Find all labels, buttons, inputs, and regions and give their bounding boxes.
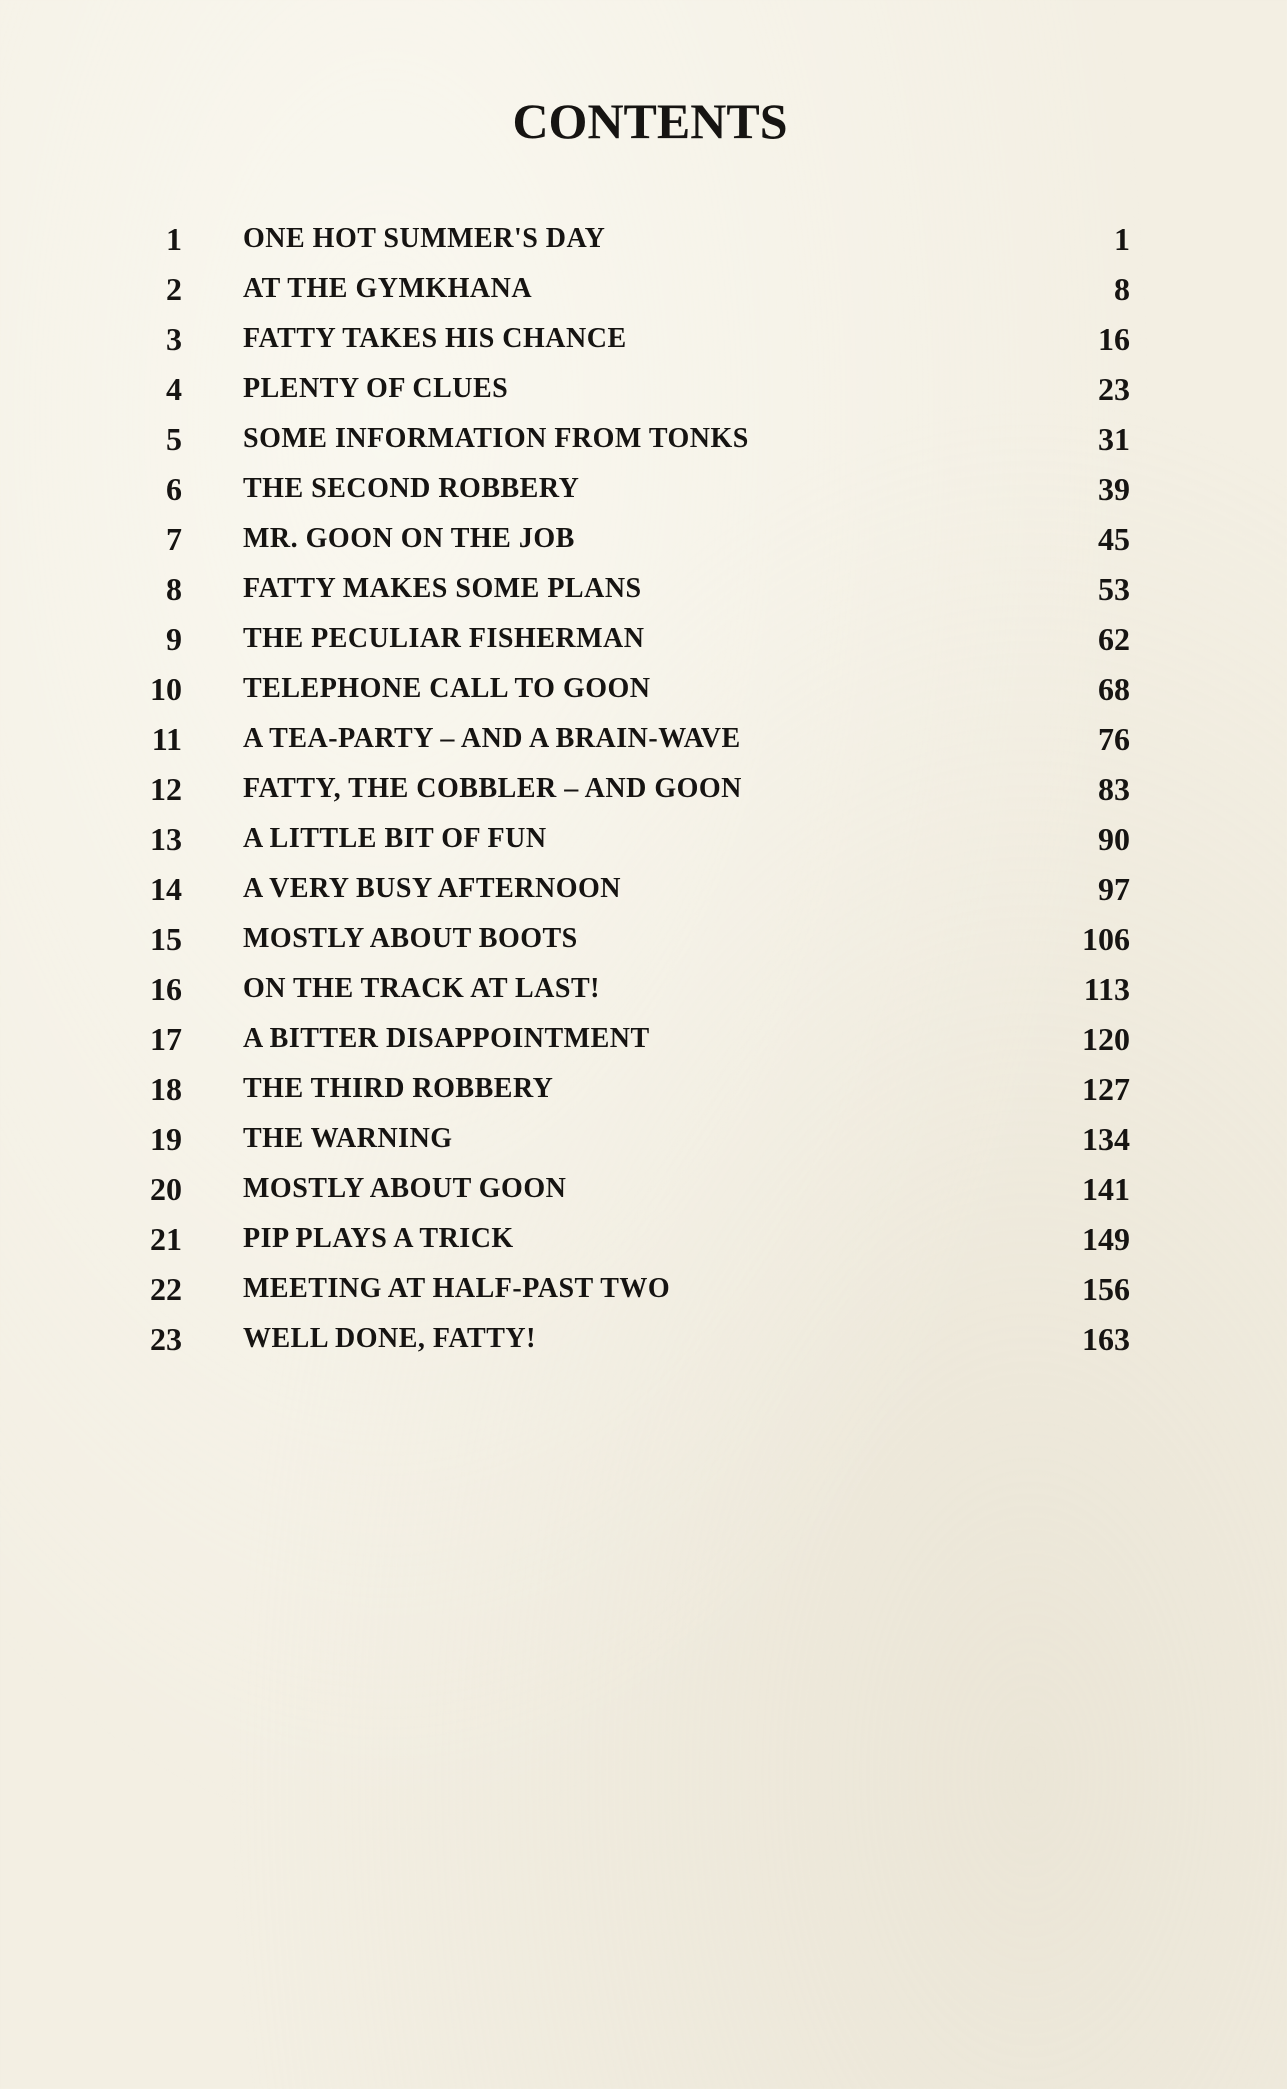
chapter-number: 19 [150,1121,182,1157]
toc-entry [130,914,1130,964]
chapter-title: FATTY TAKES HIS CHANCE [243,323,627,354]
page-number: 8 [1114,271,1130,307]
page-number: 31 [1098,421,1130,457]
chapter-number: 20 [150,1171,182,1207]
chapter-number: 4 [166,371,182,407]
chapter-number: 10 [150,671,182,707]
chapter-title: THE PECULIAR FISHERMAN [243,623,645,654]
toc-entry [130,414,1130,464]
page-number: 62 [1098,621,1130,657]
chapter-title: THE WARNING [243,1123,453,1154]
page-number: 127 [1082,1071,1130,1107]
page-number: 23 [1098,371,1130,407]
chapter-title: THE THIRD ROBBERY [243,1073,554,1104]
chapter-number: 11 [151,721,182,757]
toc-entry [130,614,1130,664]
page-title: CONTENTS [512,93,788,149]
toc-entry [130,1064,1130,1114]
chapter-title: MEETING AT HALF-PAST TWO [243,1273,671,1304]
chapter-number: 12 [150,771,182,807]
chapter-number: 18 [150,1071,182,1107]
page-number: 83 [1098,771,1130,807]
chapter-title: AT THE GYMKHANA [243,273,533,304]
chapter-number: 14 [150,871,182,907]
chapter-title: ONE HOT SUMMER'S DAY [243,223,606,254]
chapter-number: 3 [166,321,182,357]
page-number: 45 [1098,521,1130,557]
chapter-number: 15 [150,921,182,957]
toc-entry [130,664,1130,714]
toc-entry [130,964,1130,1014]
page-number: 1 [1114,221,1130,257]
toc-entry [130,1314,1130,1364]
chapter-title: THE SECOND ROBBERY [243,473,580,504]
page-number: 120 [1082,1021,1130,1057]
chapter-title: FATTY MAKES SOME PLANS [243,573,642,604]
chapter-number: 23 [150,1321,182,1357]
chapter-title: PLENTY OF CLUES [243,373,509,404]
chapter-number: 22 [150,1271,182,1307]
chapter-number: 9 [166,621,182,657]
toc-entry [130,1114,1130,1164]
page-number: 149 [1082,1221,1130,1257]
page-number: 97 [1098,871,1130,907]
chapter-title: PIP PLAYS A TRICK [243,1223,514,1254]
page-number: 68 [1098,671,1130,707]
chapter-number: 5 [166,421,182,457]
toc-entry [130,764,1130,814]
page-number: 163 [1082,1321,1130,1357]
chapter-number: 16 [150,971,182,1007]
chapter-title: A LITTLE BIT OF FUN [243,823,547,854]
chapter-title: MOSTLY ABOUT BOOTS [243,923,578,954]
toc-entry [130,364,1130,414]
chapter-title: A TEA-PARTY – AND A BRAIN-WAVE [243,723,741,754]
page-number: 113 [1083,971,1130,1007]
page-number: 90 [1098,821,1130,857]
toc-entry [130,714,1130,764]
toc-entry [130,514,1130,564]
toc-entry [130,814,1130,864]
toc-entry [130,314,1130,364]
chapter-title: FATTY, THE COBBLER – AND GOON [243,773,742,804]
page-number: 134 [1082,1121,1130,1157]
page-number: 141 [1082,1171,1130,1207]
page-number: 39 [1098,471,1130,507]
toc-entry [130,1014,1130,1064]
chapter-number: 21 [150,1221,182,1257]
chapter-number: 17 [150,1021,182,1057]
toc-entry [130,564,1130,614]
contents-list [130,214,1130,1364]
toc-entry [130,864,1130,914]
chapter-title: A VERY BUSY AFTERNOON [243,873,621,904]
chapter-number: 7 [166,521,182,557]
toc-entry [130,1164,1130,1214]
page-number: 16 [1098,321,1130,357]
chapter-title: MOSTLY ABOUT GOON [243,1173,567,1204]
toc-entry [130,1214,1130,1264]
chapter-number: 1 [166,221,182,257]
page-number: 53 [1098,571,1130,607]
chapter-number: 13 [150,821,182,857]
chapter-title: SOME INFORMATION FROM TONKS [243,423,749,454]
toc-entry [130,264,1130,314]
chapter-title: ON THE TRACK AT LAST! [243,973,600,1004]
toc-entry [130,1264,1130,1314]
toc-entry [130,214,1130,264]
toc-entry [130,464,1130,514]
chapter-title: MR. GOON ON THE JOB [243,523,575,554]
chapter-number: 2 [166,271,182,307]
chapter-number: 8 [166,571,182,607]
page-number: 106 [1082,921,1130,957]
chapter-number: 6 [166,471,182,507]
page-number: 156 [1082,1271,1130,1307]
page-number: 76 [1098,721,1130,757]
chapter-title: TELEPHONE CALL TO GOON [243,673,651,704]
chapter-title: WELL DONE, FATTY! [243,1323,536,1354]
chapter-title: A BITTER DISAPPOINTMENT [243,1023,650,1054]
